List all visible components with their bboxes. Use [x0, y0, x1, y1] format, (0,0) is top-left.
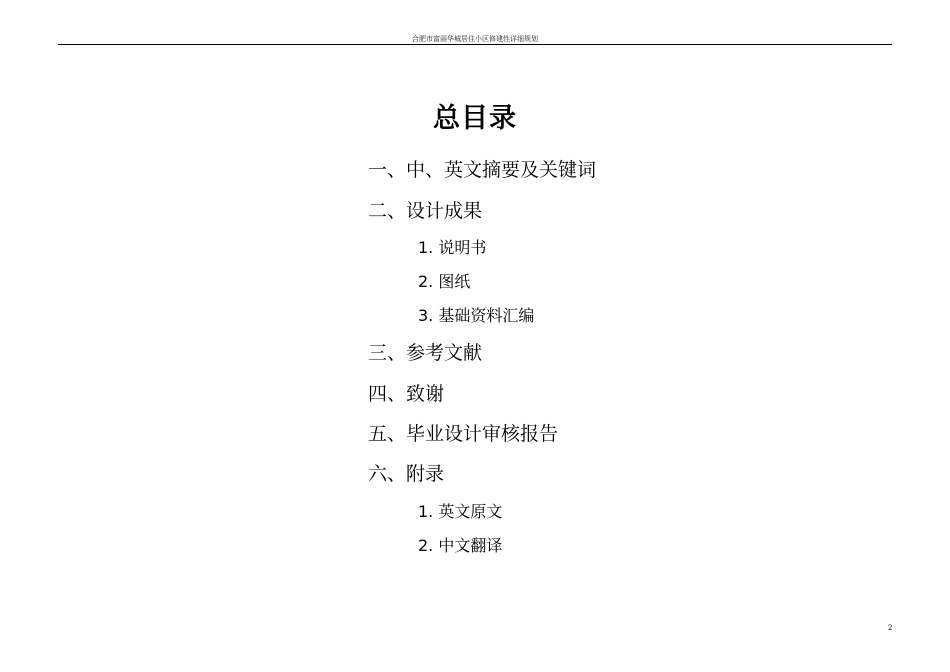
toc-entry-references: 三、参考文献	[368, 342, 483, 364]
toc-subentry-base-materials: 3. 基础资料汇编	[418, 306, 535, 325]
running-header-title: 合肥市富丽华城居住小区修建性详细规划	[412, 35, 538, 43]
toc-entry-acknowledgements: 四、致谢	[368, 383, 445, 405]
header-divider	[58, 44, 892, 45]
toc-entry-appendix: 六、附录	[368, 463, 445, 485]
toc-entry-review-report: 五、毕业设计审核报告	[368, 423, 559, 445]
toc-subentry-design-description: 1. 说明书	[418, 238, 487, 257]
toc-entry-abstract-keywords: 一、中、英文摘要及关键词	[368, 159, 597, 181]
toc-title: 总目录	[433, 103, 517, 134]
toc-subentry-chinese-translation: 2. 中文翻译	[418, 536, 503, 555]
toc-subentry-drawings: 2. 图纸	[418, 272, 471, 291]
toc-subentry-english-original: 1. 英文原文	[418, 502, 503, 521]
page-number: 2	[888, 624, 893, 632]
toc-entry-design-results: 二、设计成果	[368, 200, 483, 222]
